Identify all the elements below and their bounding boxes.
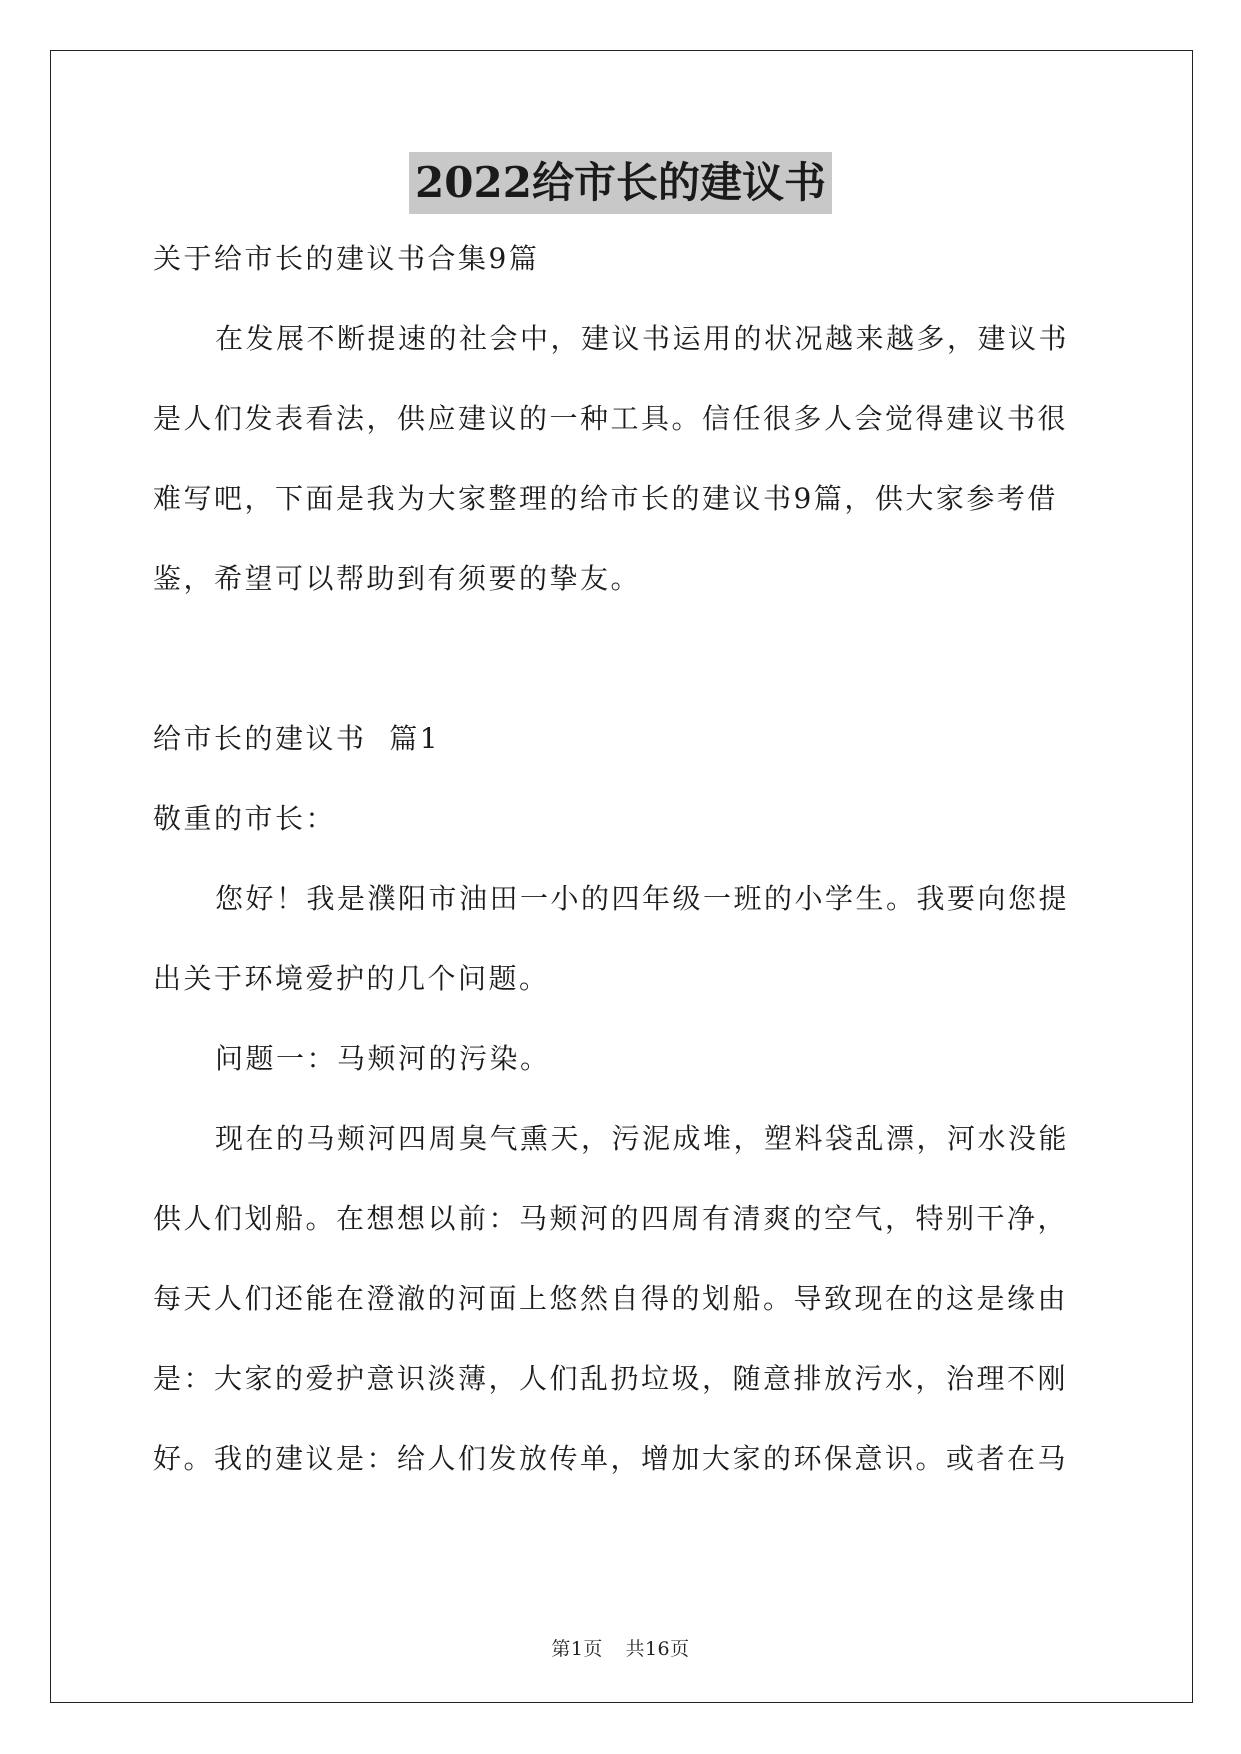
intro-line: 是人们发表看法，供应建议的一种工具。信任很多人会觉得建议书很 [153, 402, 1069, 435]
salutation: 敬重的市长： [153, 802, 337, 835]
document-subtitle: 关于给市长的建议书合集9篇 [153, 242, 540, 275]
page-footer [0, 1634, 1241, 1661]
paragraph-line: 每天人们还能在澄澈的河面上悠然自得的划船。导致现在的这是缘由 [153, 1282, 1069, 1315]
page-number-current: 第1页 [551, 1638, 603, 1660]
paragraph-line: 现在的马颊河四周臭气熏天，污泥成堆，塑料袋乱漂，河水没能 [215, 1122, 1070, 1155]
document-body [153, 234, 1089, 1514]
issue-heading: 问题一：马颊河的污染。 [215, 1042, 551, 1075]
section-heading: 给市长的建议书 篇1 [153, 722, 441, 755]
document-title: 2022给市长的建议书 [409, 152, 832, 214]
paragraph-line: 好。我的建议是：给人们发放传单，增加大家的环保意识。或者在马 [153, 1442, 1069, 1475]
paragraph-gap [153, 634, 1089, 714]
paragraph-line: 您好！我是濮阳市油田一小的四年级一班的小学生。我要向您提 [215, 882, 1070, 915]
paragraph-line: 是：大家的爱护意识淡薄，人们乱扔垃圾，随意排放污水，治理不刚 [153, 1362, 1069, 1395]
paragraph-line: 出关于环境爱护的几个问题。 [153, 962, 550, 995]
intro-line: 鉴，希望可以帮助到有须要的挚友。 [153, 562, 642, 595]
intro-line: 难写吧，下面是我为大家整理的给市长的建议书9篇，供大家参考借 [153, 482, 1058, 515]
intro-line: 在发展不断提速的社会中，建议书运用的状况越来越多，建议书 [215, 322, 1070, 355]
title-container [0, 152, 1241, 214]
paragraph-line: 供人们划船。在想想以前：马颊河的四周有清爽的空气，特别干净， [153, 1202, 1069, 1235]
page-number-total: 共16页 [625, 1638, 690, 1660]
